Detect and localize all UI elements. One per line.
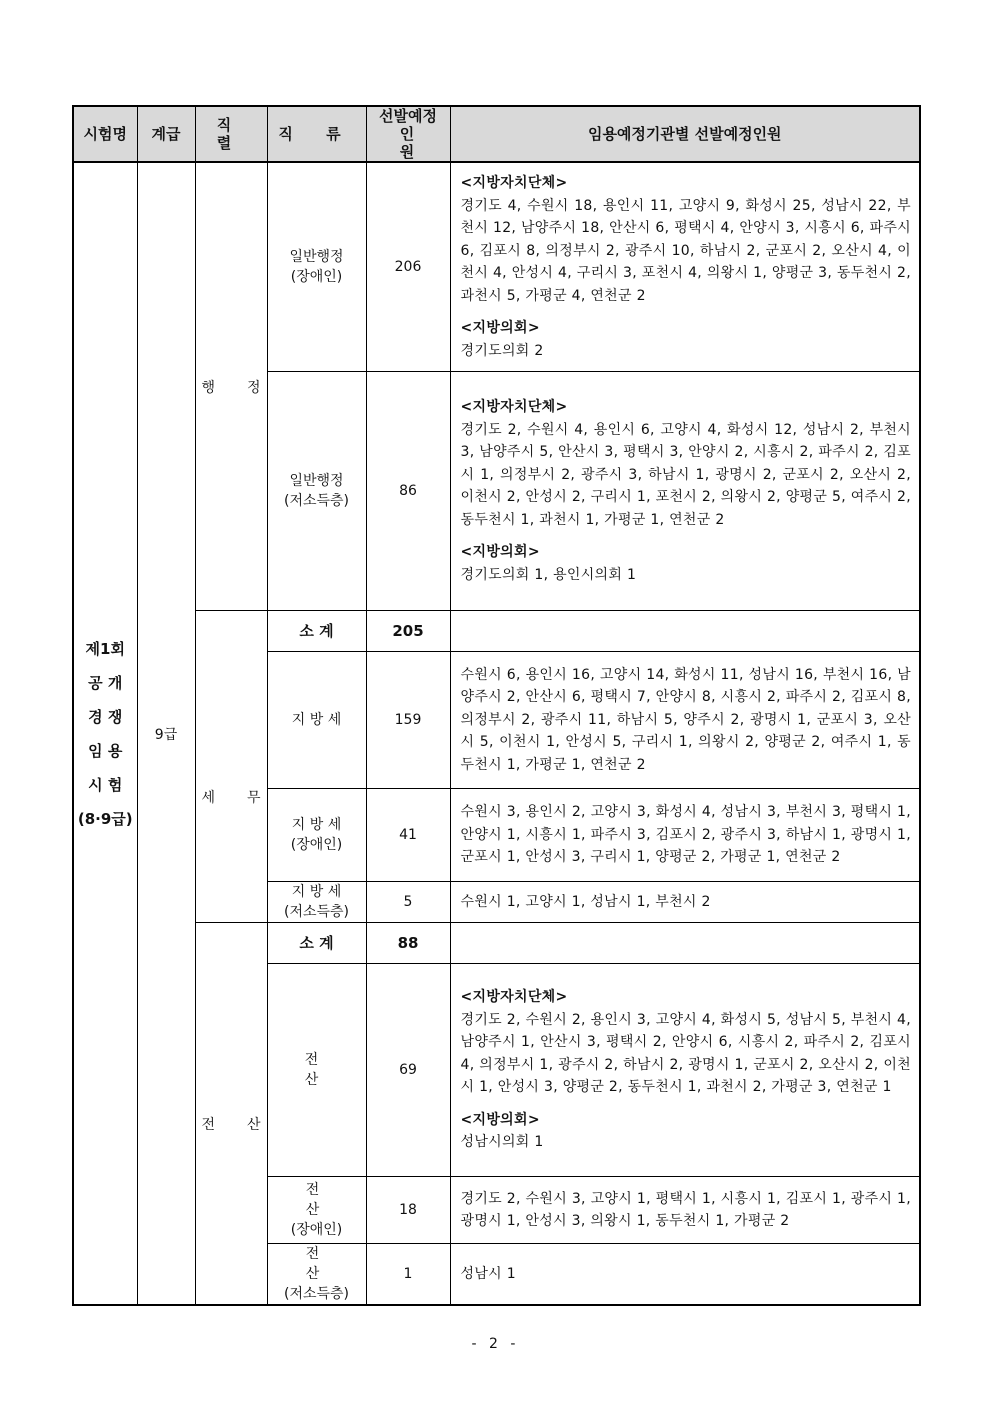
header-count-line2: 인 원 bbox=[399, 125, 437, 161]
class-cell bbox=[267, 372, 366, 611]
class-line: 지 방 세 bbox=[291, 712, 342, 728]
exam-name-line: 경 쟁 bbox=[88, 707, 123, 726]
allocation-text: 성남시 1 bbox=[460, 1265, 516, 1282]
table-row bbox=[73, 923, 920, 964]
table-row bbox=[73, 162, 920, 372]
class-cell bbox=[267, 1244, 366, 1306]
exam-name-cell bbox=[73, 162, 137, 1305]
allocation-text: 수원시 3, 용인시 2, 고양시 3, 화성시 4, 성남시 3, 부천시 3, 평택시 1, 안양시 1, 시흥시 1, 파주시 3, 김포시 2, 광주시 3, 하남시 1, 광명시 1, 군포시 1, 안성시 3, 구리시 1, 양평군 2, 가평군 1, 연천군 2 bbox=[460, 804, 911, 866]
allocation-text: 경기도의회 2 bbox=[460, 342, 544, 359]
series-admin bbox=[195, 162, 267, 611]
series-char: 산 bbox=[246, 1116, 261, 1133]
allocation-heading: <지방의회> bbox=[460, 1111, 540, 1128]
class-line: (저소득층) bbox=[283, 904, 350, 920]
allocation-text: 경기도 2, 수원시 4, 용인시 6, 고양시 4, 화성시 12, 성남시 2, 부천시 3, 남양주시 5, 안산시 3, 평택시 3, 안양시 2, 시흥시 2, 파주시 2, 김포시 1, 의정부시 2, 광주시 3, 하남시 1, 광명시 2, 군포시 2, 오산시 2, 이천시 2, 안성시 2, 구리시 1, 포천시 2, 의왕시 2, 양평군 5, 여주시 2, 동두천시 1, 과천시 1, 가평군 1, 연천군 2 bbox=[460, 421, 911, 528]
class-line: 전 산 bbox=[304, 1052, 359, 1088]
series-char: 정 bbox=[246, 379, 261, 396]
allocation-cell bbox=[450, 1244, 920, 1306]
subtotal-label: 소 계 bbox=[267, 923, 366, 964]
allocation-cell bbox=[450, 611, 920, 652]
exam-name-line: 공 개 bbox=[88, 673, 123, 692]
class-line: 전 산 bbox=[305, 1246, 348, 1282]
table-row bbox=[73, 611, 920, 652]
allocation-text: 경기도 2, 수원시 3, 고양시 1, 평택시 1, 시흥시 1, 김포시 1, 광주시 1, 광명시 1, 안성시 3, 의왕시 1, 동두천시 1, 가평군 2 bbox=[460, 1190, 911, 1229]
allocation-heading: <지방자치단체> bbox=[460, 989, 568, 1006]
series-tax bbox=[195, 611, 267, 923]
class-line: (장애인) bbox=[290, 269, 343, 285]
page-number: - 2 - bbox=[471, 1336, 520, 1352]
header-grade: 계급 bbox=[137, 106, 195, 162]
allocation-cell bbox=[450, 882, 920, 923]
class-cell bbox=[267, 882, 366, 923]
class-line: (저소득층) bbox=[283, 1286, 350, 1302]
allocation-heading: <지방자치단체> bbox=[460, 175, 568, 191]
recruitment-table bbox=[72, 105, 921, 1306]
allocation-cell bbox=[450, 1177, 920, 1244]
allocation-cell bbox=[450, 372, 920, 611]
header-count-line1: 선발예정 bbox=[379, 107, 437, 125]
class-cell bbox=[267, 789, 366, 882]
allocation-text: 수원시 6, 용인시 16, 고양시 14, 화성시 11, 성남시 16, 부천시 16, 남양주시 2, 안산시 6, 평택시 7, 안양시 8, 시흥시 2, 파주시 2, 김포시 8, 의정부시 2, 광주시 11, 하남시 5, 양주시 2, 광명시 1, 군포시 3, 오산시 5, 이천시 1, 안성시 5, 구리시 1, 의왕시 2, 양평군 2, 여주시 1, 동두천시 1, 가평군 1, 연천군 2 bbox=[460, 666, 911, 773]
class-cell bbox=[267, 162, 366, 372]
exam-name-line: 제1회 bbox=[85, 639, 125, 658]
class-cell bbox=[267, 1177, 366, 1244]
header-series: 직 렬 bbox=[195, 106, 267, 162]
allocation-text: 수원시 1, 고양시 1, 성남시 1, 부천시 2 bbox=[460, 893, 711, 910]
subtotal-count: 88 bbox=[366, 923, 450, 964]
allocation-heading: <지방의회> bbox=[460, 544, 540, 560]
allocation-text: 성남시의회 1 bbox=[460, 1134, 544, 1151]
allocation-cell bbox=[450, 789, 920, 882]
header-row bbox=[73, 106, 920, 162]
count-cell: 206 bbox=[366, 162, 450, 372]
allocation-heading: <지방자치단체> bbox=[460, 399, 568, 415]
class-line: (장애인) bbox=[290, 837, 343, 853]
allocation-text: 경기도 4, 수원시 18, 용인시 11, 고양시 9, 화성시 25, 성남시 22, 부천시 12, 남양주시 18, 안산시 6, 평택시 4, 안양시 3, 시흥시 6, 파주시 6, 김포시 8, 의정부시 2, 광주시 10, 하남시 2, 군포시 2, 오산시 4, 이천시 4, 안성시 4, 구리시 3, 포천시 4, 의왕시 1, 양평군 3, 동두천시 2, 과천시 5, 가평군 4, 연천군 2 bbox=[460, 197, 911, 304]
exam-name-line: 시 험 bbox=[88, 775, 123, 794]
allocation-text: 경기도 2, 수원시 2, 용인시 3, 고양시 4, 화성시 5, 성남시 5, 부천시 4, 남양주시 1, 안산시 3, 평택시 2, 안양시 6, 시흥시 2, 파주시 2, 김포시 4, 의정부시 1, 광주시 2, 하남시 2, 광명시 1, 군포시 2, 오산시 2, 이천시 1, 안성시 3, 양평군 2, 동두천시 1, 과천시 2, 가평군 3, 연천군 1 bbox=[460, 1011, 911, 1096]
header-count bbox=[366, 106, 450, 162]
series-char: 전 bbox=[201, 1116, 216, 1133]
class-line: 지 방 세 bbox=[291, 817, 342, 833]
count-cell: 159 bbox=[366, 652, 450, 789]
class-line: 일반행정 bbox=[289, 249, 344, 265]
count-cell: 5 bbox=[366, 882, 450, 923]
class-line: (저소득층) bbox=[283, 493, 350, 509]
allocation-cell bbox=[450, 923, 920, 964]
exam-name-line: 임 용 bbox=[88, 741, 123, 760]
allocation-cell bbox=[450, 162, 920, 372]
header-class: 직 류 bbox=[267, 106, 366, 162]
header-exam: 시험명 bbox=[73, 106, 137, 162]
count-cell: 69 bbox=[366, 964, 450, 1177]
class-line: 일반행정 bbox=[289, 473, 344, 489]
count-cell: 18 bbox=[366, 1177, 450, 1244]
class-line: (장애인) bbox=[290, 1222, 343, 1238]
count-cell: 41 bbox=[366, 789, 450, 882]
series-char: 무 bbox=[246, 789, 261, 806]
subtotal-count: 205 bbox=[366, 611, 450, 652]
subtotal-label: 소 계 bbox=[267, 611, 366, 652]
exam-name-line: (8·9급) bbox=[77, 809, 133, 828]
allocation-cell bbox=[450, 652, 920, 789]
grade-cell: 9급 bbox=[137, 162, 195, 1305]
series-it bbox=[195, 923, 267, 1306]
count-cell: 1 bbox=[366, 1244, 450, 1306]
class-cell bbox=[267, 964, 366, 1177]
series-char: 행 bbox=[201, 379, 216, 396]
class-line: 지 방 세 bbox=[291, 884, 342, 900]
allocation-heading: <지방의회> bbox=[460, 320, 540, 336]
allocation-text: 경기도의회 1, 용인시의회 1 bbox=[460, 566, 637, 583]
class-cell bbox=[267, 652, 366, 789]
header-allocation: 임용예정기관별 선발예정인원 bbox=[450, 106, 920, 162]
allocation-cell bbox=[450, 964, 920, 1177]
class-line: 전 산 bbox=[305, 1182, 348, 1218]
count-cell: 86 bbox=[366, 372, 450, 611]
series-char: 세 bbox=[201, 789, 216, 806]
